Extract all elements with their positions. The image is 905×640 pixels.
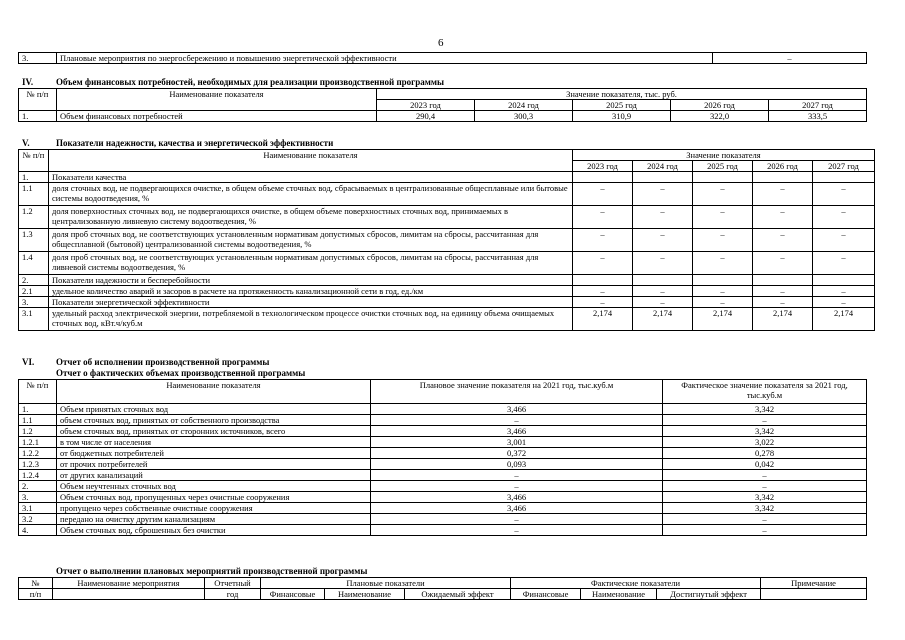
year-header: 2025 год (693, 161, 753, 172)
fact-sub-header: Достигнутый эффект (657, 589, 761, 600)
cell-value: – (633, 286, 693, 297)
cell-value: 290,4 (377, 111, 475, 122)
row-number: 1. (19, 111, 57, 122)
table-row (19, 206, 875, 229)
empty-cell (53, 589, 205, 600)
table-row (19, 448, 867, 459)
actual-volumes-table (18, 379, 867, 536)
cell-value: – (693, 183, 753, 206)
cell-value: – (753, 206, 813, 229)
cell-value: – (753, 229, 813, 252)
cell-value: – (693, 286, 753, 297)
row-number: 1.2 (19, 206, 49, 229)
row-name: Показатели надежности и бесперебойности (49, 275, 573, 286)
cell-value (633, 172, 693, 183)
cell-value: 300,3 (475, 111, 573, 122)
column-header-number-cont: п/п (19, 589, 53, 600)
cell-value: – (813, 229, 875, 252)
section-5-heading (22, 138, 333, 148)
row-number: 1.3 (19, 229, 49, 252)
cell-value: – (633, 206, 693, 229)
cell-value: 2,174 (633, 308, 693, 331)
table-row (19, 492, 867, 503)
cell-value: – (573, 297, 633, 308)
row-name: доля поверхностных сточных вод, не подвергающихся очистке, в общем объеме поверхностных сточных вод, принимаемых в централизованную ливневую систему водоотведения, % (49, 206, 573, 229)
fact-value: 3,342 (663, 426, 867, 437)
row-number: 1.4 (19, 252, 49, 275)
cell-value (633, 275, 693, 286)
table-row (19, 437, 867, 448)
column-header-value: Значение показателя (573, 150, 875, 161)
fact-value: 0,278 (663, 448, 867, 459)
cell-value: – (813, 252, 875, 275)
cell-value: 310,9 (573, 111, 671, 122)
section-title: Объем финансовых потребностей, необходимых для реализации производственной программы (56, 77, 445, 87)
planned-measures-report-title: Отчет о выполнении плановых мероприятий производственной программы (56, 566, 368, 576)
year-header: 2024 год (633, 161, 693, 172)
cell-value: 333,5 (769, 111, 867, 122)
row-name: в том числе от населения (57, 437, 371, 448)
column-header-name: Наименование мероприятия (53, 578, 205, 589)
cell-value (693, 275, 753, 286)
year-header: 2024 год (475, 100, 573, 111)
table-row (19, 252, 875, 275)
row-name: Объем финансовых потребностей (57, 111, 377, 122)
section-number: IV. (22, 77, 34, 87)
row-number: 1.2.1 (19, 437, 57, 448)
cell-value: – (813, 297, 875, 308)
section-number: VI. (22, 357, 35, 367)
year-header: 2023 год (377, 100, 475, 111)
plan-value: – (371, 470, 663, 481)
cell-value: – (633, 297, 693, 308)
table-row (19, 53, 867, 64)
table-row (19, 183, 875, 206)
cell-value: – (813, 206, 875, 229)
column-header-name: Наименование показателя (57, 89, 377, 111)
table-row (19, 404, 867, 415)
plan-value: – (371, 415, 663, 426)
column-header-number: № п/п (19, 150, 49, 172)
row-name: доля проб сточных вод, не соответствующих установленным нормативам допустимых сбросов, лимитам на сбросы, рассчитанная для общесплавной (бытовой) централизованной системы водоотведения, % (49, 229, 573, 252)
cell-value: – (753, 183, 813, 206)
planned-measures-table (18, 577, 867, 600)
plan-value: 3,466 (371, 404, 663, 415)
table-row (19, 275, 875, 286)
cell-value: – (753, 252, 813, 275)
section-number: V. (22, 138, 30, 148)
cell-value: – (693, 252, 753, 275)
fact-value: 0,042 (663, 459, 867, 470)
column-header-number: № п/п (19, 89, 57, 111)
column-header-fact: Фактическое значение показателя за 2021 год, тыс.куб.м (663, 380, 867, 404)
row-name: Плановые мероприятия по энергосбережению и повышению энергетической эффективности (57, 53, 713, 64)
cell-value: – (573, 286, 633, 297)
column-header-plan: Плановые показатели (261, 578, 511, 589)
energy-measures-table (18, 52, 867, 64)
row-number: 2. (19, 481, 57, 492)
row-number: 2. (19, 275, 49, 286)
cell-value: 322,0 (671, 111, 769, 122)
column-header-name: Наименование показателя (57, 380, 371, 404)
row-name: передано на очистку другим канализациям (57, 514, 371, 525)
table-row (19, 415, 867, 426)
table-row (19, 426, 867, 437)
table-row (19, 503, 867, 514)
row-number: 1.1 (19, 415, 57, 426)
row-number: 1.1 (19, 183, 49, 206)
fact-value: – (663, 470, 867, 481)
plan-value: 0,093 (371, 459, 663, 470)
fact-sub-header: Наименование (581, 589, 657, 600)
cell-value: – (693, 297, 753, 308)
cell-value: 2,174 (693, 308, 753, 331)
table-row (19, 111, 867, 122)
row-name: Показатели качества (49, 172, 573, 183)
row-number: 3.1 (19, 503, 57, 514)
row-name: объем сточных вод, принятых от сторонних источников, всего (57, 426, 371, 437)
column-header-number: № (19, 578, 53, 589)
cell-value: – (813, 183, 875, 206)
column-header-name: Наименование показателя (49, 150, 573, 172)
row-name: от прочих потребителей (57, 459, 371, 470)
cell-value: – (573, 183, 633, 206)
section-4-heading (22, 77, 444, 87)
plan-value: – (371, 514, 663, 525)
section-title: Показатели надежности, качества и энергетической эффективности (56, 138, 334, 148)
fact-value: 3,022 (663, 437, 867, 448)
row-number: 1.2.4 (19, 470, 57, 481)
table-row (19, 481, 867, 492)
plan-value: 3,001 (371, 437, 663, 448)
plan-value: 3,466 (371, 503, 663, 514)
cell-value: 2,174 (753, 308, 813, 331)
year-header: 2027 год (769, 100, 867, 111)
cell-value: – (633, 252, 693, 275)
row-number: 4. (19, 525, 57, 536)
column-header-year-cont: год (205, 589, 261, 600)
reliability-indicators-table (18, 149, 875, 331)
row-number: 3. (19, 53, 57, 64)
cell-value: – (573, 252, 633, 275)
plan-sub-header: Ожидаемый эффект (405, 589, 511, 600)
year-header: 2027 год (813, 161, 875, 172)
row-name: Объем неучтенных сточных вод (57, 481, 371, 492)
column-header-number: № п/п (19, 380, 57, 404)
fact-value: – (663, 481, 867, 492)
row-number: 1.2.3 (19, 459, 57, 470)
fact-value: 3,342 (663, 503, 867, 514)
table-row (19, 172, 875, 183)
row-name: объем сточных вод, принятых от собственного производства (57, 415, 371, 426)
row-number: 3.2 (19, 514, 57, 525)
row-name: Объем сточных вод, пропущенных через очистные сооружения (57, 492, 371, 503)
column-header-fact: Фактические показатели (511, 578, 761, 589)
plan-value: 3,466 (371, 426, 663, 437)
row-name: доля проб сточных вод, не соответствующих установленным нормативам допустимых сбросов, лимитам на сбросы, рассчитанная для ливневой системы водоотведения, % (49, 252, 573, 275)
plan-sub-header: Наименование (325, 589, 405, 600)
column-header-note: Примечание (761, 578, 867, 589)
cell-value (753, 172, 813, 183)
cell-value: – (573, 206, 633, 229)
row-name: Показатели энергетической эффективности (49, 297, 573, 308)
row-name: пропущено через собственные очистные сооружения (57, 503, 371, 514)
table-row (19, 286, 875, 297)
section-6-heading (22, 357, 269, 367)
year-header: 2026 год (753, 161, 813, 172)
row-name: Объем принятых сточных вод (57, 404, 371, 415)
row-value: – (713, 53, 867, 64)
year-header: 2023 год (573, 161, 633, 172)
table-row (19, 229, 875, 252)
fact-value: – (663, 525, 867, 536)
table-row (19, 470, 867, 481)
row-number: 1. (19, 404, 57, 415)
row-number: 3. (19, 492, 57, 503)
cell-value: – (753, 297, 813, 308)
column-header-year: Отчетный (205, 578, 261, 589)
row-number: 1.2 (19, 426, 57, 437)
row-name: от других канализаций (57, 470, 371, 481)
cell-value (813, 275, 875, 286)
financial-needs-table (18, 88, 867, 122)
cell-value (813, 172, 875, 183)
cell-value: – (693, 229, 753, 252)
table-row (19, 525, 867, 536)
fact-value: – (663, 514, 867, 525)
row-name: удельный расход электрической энергии, потребляемой в технологическом процессе очистки сточных вод, на единицу объема очищаемых сточных вод, кВт.ч/куб.м (49, 308, 573, 331)
row-number: 3.1 (19, 308, 49, 331)
row-number: 2.1 (19, 286, 49, 297)
plan-sub-header: Финансовые (261, 589, 325, 600)
fact-sub-header: Финансовые (511, 589, 581, 600)
year-header: 2026 год (671, 100, 769, 111)
cell-value: – (633, 229, 693, 252)
fact-value: – (663, 415, 867, 426)
fact-value: 3,342 (663, 492, 867, 503)
column-header-value: Значение показателя, тыс. руб. (377, 89, 867, 100)
table-row (19, 308, 875, 331)
row-name: от бюджетных потребителей (57, 448, 371, 459)
cell-value: – (753, 286, 813, 297)
column-header-plan: Плановое значение показателя на 2021 год, тыс.куб.м (371, 380, 663, 404)
row-number: 1. (19, 172, 49, 183)
table-row (19, 459, 867, 470)
cell-value: – (573, 229, 633, 252)
year-header: 2025 год (573, 100, 671, 111)
table-row (19, 514, 867, 525)
section-6-subtitle: Отчет о фактических объемах производственной программы (56, 368, 306, 378)
cell-value (573, 172, 633, 183)
cell-value: 2,174 (813, 308, 875, 331)
row-number: 3. (19, 297, 49, 308)
empty-cell (761, 589, 867, 600)
cell-value: 2,174 (573, 308, 633, 331)
plan-value: – (371, 525, 663, 536)
plan-value: 0,372 (371, 448, 663, 459)
row-name: Объем сточных вод, сброшенных без очистки (57, 525, 371, 536)
section-title: Отчет об исполнении производственной программы (56, 357, 270, 367)
row-number: 1.2.2 (19, 448, 57, 459)
plan-value: 3,466 (371, 492, 663, 503)
row-name: доля сточных вод, не подвергающихся очистке, в общем объеме сточных вод, сбрасываемых в централизованные общесплавные или бытовые системы водоотведения, % (49, 183, 573, 206)
plan-value: – (371, 481, 663, 492)
page-number: 6 (438, 37, 444, 49)
cell-value: – (693, 206, 753, 229)
fact-value: 3,342 (663, 404, 867, 415)
cell-value: – (633, 183, 693, 206)
row-name: удельное количество аварий и засоров в расчете на протяженность канализационной сети в год, ед./км (49, 286, 573, 297)
table-row (19, 297, 875, 308)
cell-value: – (813, 286, 875, 297)
cell-value (753, 275, 813, 286)
cell-value (693, 172, 753, 183)
cell-value (573, 275, 633, 286)
